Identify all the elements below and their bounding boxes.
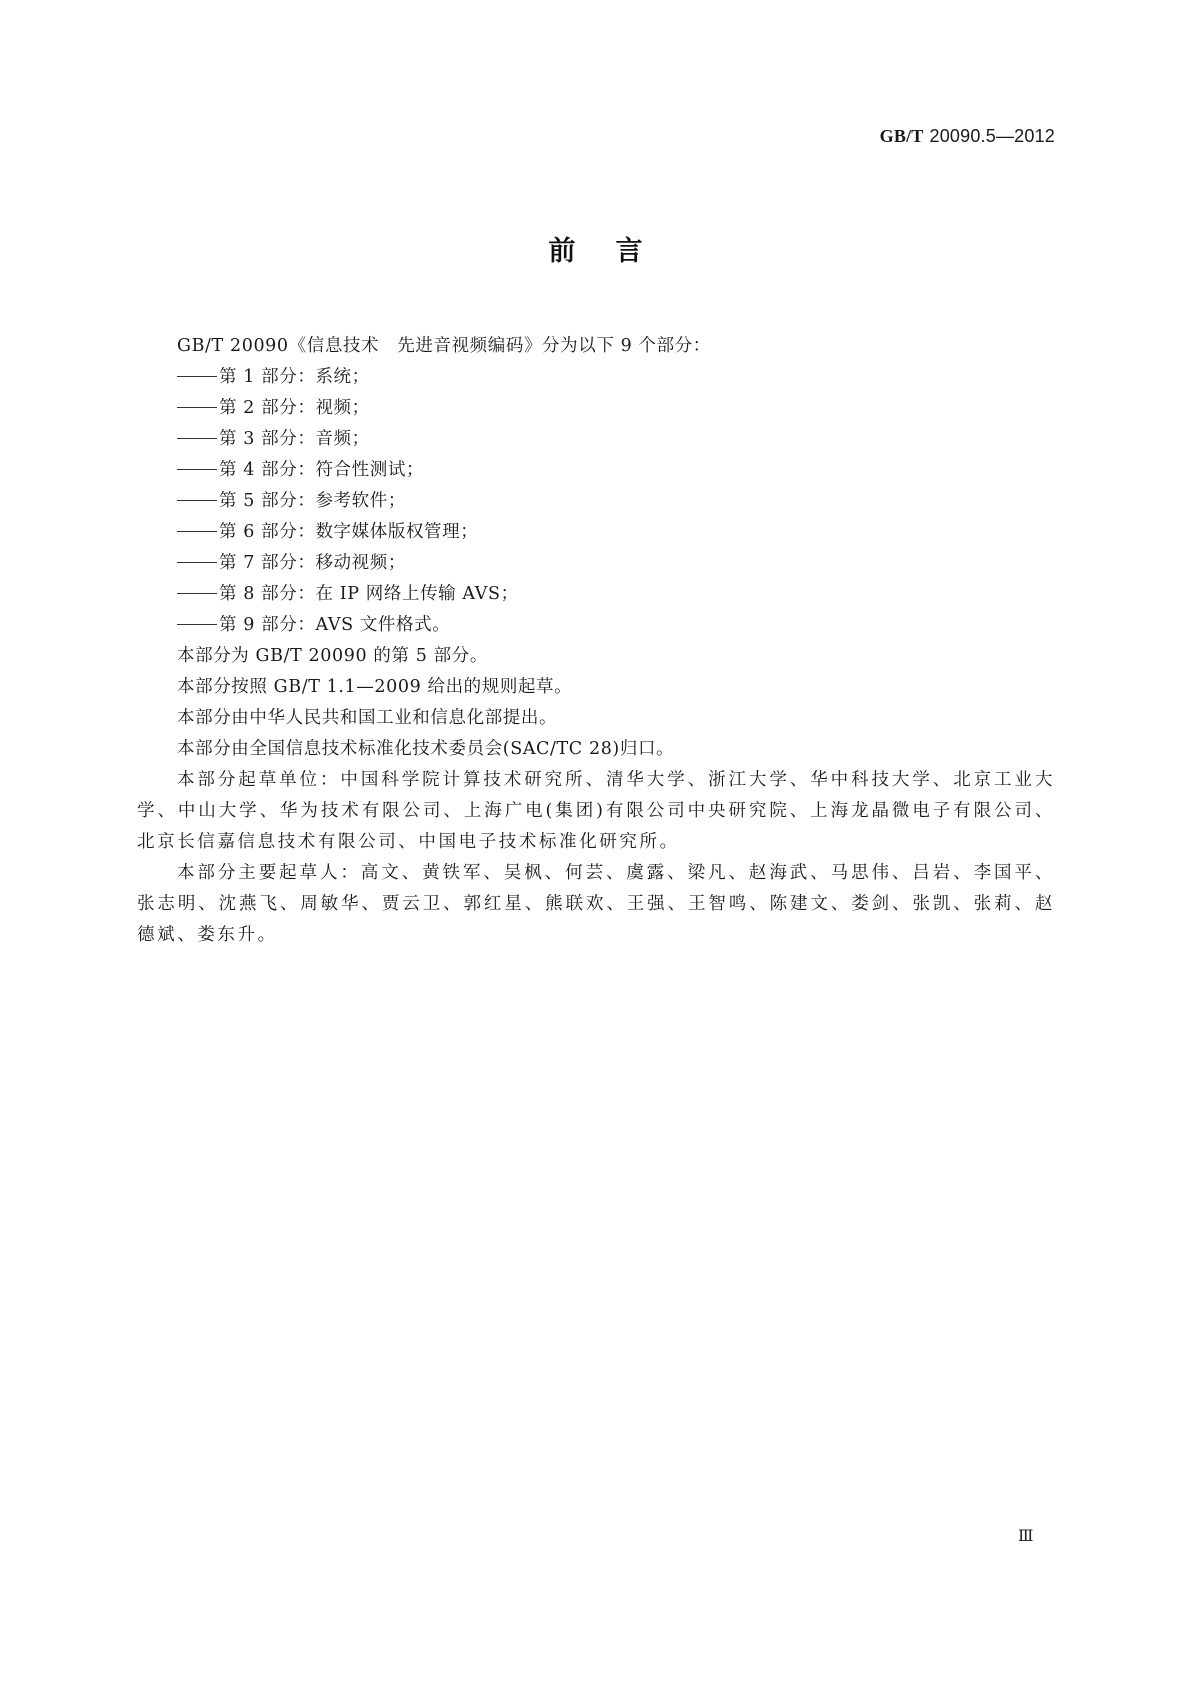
list-item-label: 第 8 部分：在 IP 网络上传输 AVS；	[219, 584, 519, 604]
standard-prefix: GB/T	[879, 126, 924, 146]
em-dash-marker	[177, 469, 217, 470]
parts-list	[137, 362, 1055, 641]
list-item-label: 第 1 部分：系统；	[219, 367, 370, 387]
standard-number: 20090.5—2012	[929, 126, 1055, 146]
standard-header	[880, 126, 1055, 147]
list-item	[137, 610, 1055, 641]
list-item	[137, 362, 1055, 393]
list-item-label: 第 3 部分：音频；	[219, 429, 370, 449]
list-item	[137, 424, 1055, 455]
part-of-statement: 本部分为 GB/T 20090 的第 5 部分。	[177, 646, 488, 666]
em-dash-marker	[177, 407, 217, 408]
list-item	[137, 486, 1055, 517]
proposed-by-statement: 本部分由中华人民共和国工业和信息化部提出。	[177, 708, 558, 728]
intro-paragraph: GB/T 20090《信息技术 先进音视频编码》分为以下 9 个部分：	[177, 336, 711, 356]
list-item	[137, 455, 1055, 486]
foreword-body	[137, 331, 1055, 951]
list-item-label: 第 6 部分：数字媒体版权管理；	[219, 522, 479, 542]
drafting-rules-statement: 本部分按照 GB/T 1.1—2009 给出的规则起草。	[177, 677, 573, 697]
em-dash-marker	[177, 531, 217, 532]
list-item-label: 第 5 部分：参考软件；	[219, 491, 406, 511]
managed-by-statement: 本部分由全国信息技术标准化技术委员会(SAC/TC 28)归口。	[177, 739, 675, 759]
em-dash-marker	[177, 376, 217, 377]
page-title: 前言	[548, 236, 683, 267]
list-item-label: 第 4 部分：符合性测试；	[219, 460, 425, 480]
page-number: Ⅲ	[1018, 1526, 1034, 1545]
em-dash-marker	[177, 562, 217, 563]
list-item-label: 第 2 部分：视频；	[219, 398, 370, 418]
main-drafters-paragraph: 本部分主要起草人：高文、黄铁军、吴枫、何芸、虞露、梁凡、赵海武、马思伟、吕岩、李国平、张志明、沈燕飞、周敏华、贾云卫、郭红星、熊联欢、王强、王智鸣、陈建文、娄剑、张凯、张莉、赵德斌、娄东升。	[137, 863, 1055, 945]
em-dash-marker	[177, 500, 217, 501]
list-item	[137, 517, 1055, 548]
em-dash-marker	[177, 438, 217, 439]
list-item-label: 第 9 部分：AVS 文件格式。	[219, 615, 451, 635]
list-item-label: 第 7 部分：移动视频；	[219, 553, 406, 573]
list-item	[137, 548, 1055, 579]
drafting-units-paragraph: 本部分起草单位：中国科学院计算技术研究所、清华大学、浙江大学、华中科技大学、北京工业大学、中山大学、华为技术有限公司、上海广电(集团)有限公司中央研究院、上海龙晶微电子有限公司、北京长信嘉信息技术有限公司、中国电子技术标准化研究所。	[137, 770, 1055, 852]
em-dash-marker	[177, 624, 217, 625]
list-item	[137, 579, 1055, 610]
em-dash-marker	[177, 593, 217, 594]
list-item	[137, 393, 1055, 424]
